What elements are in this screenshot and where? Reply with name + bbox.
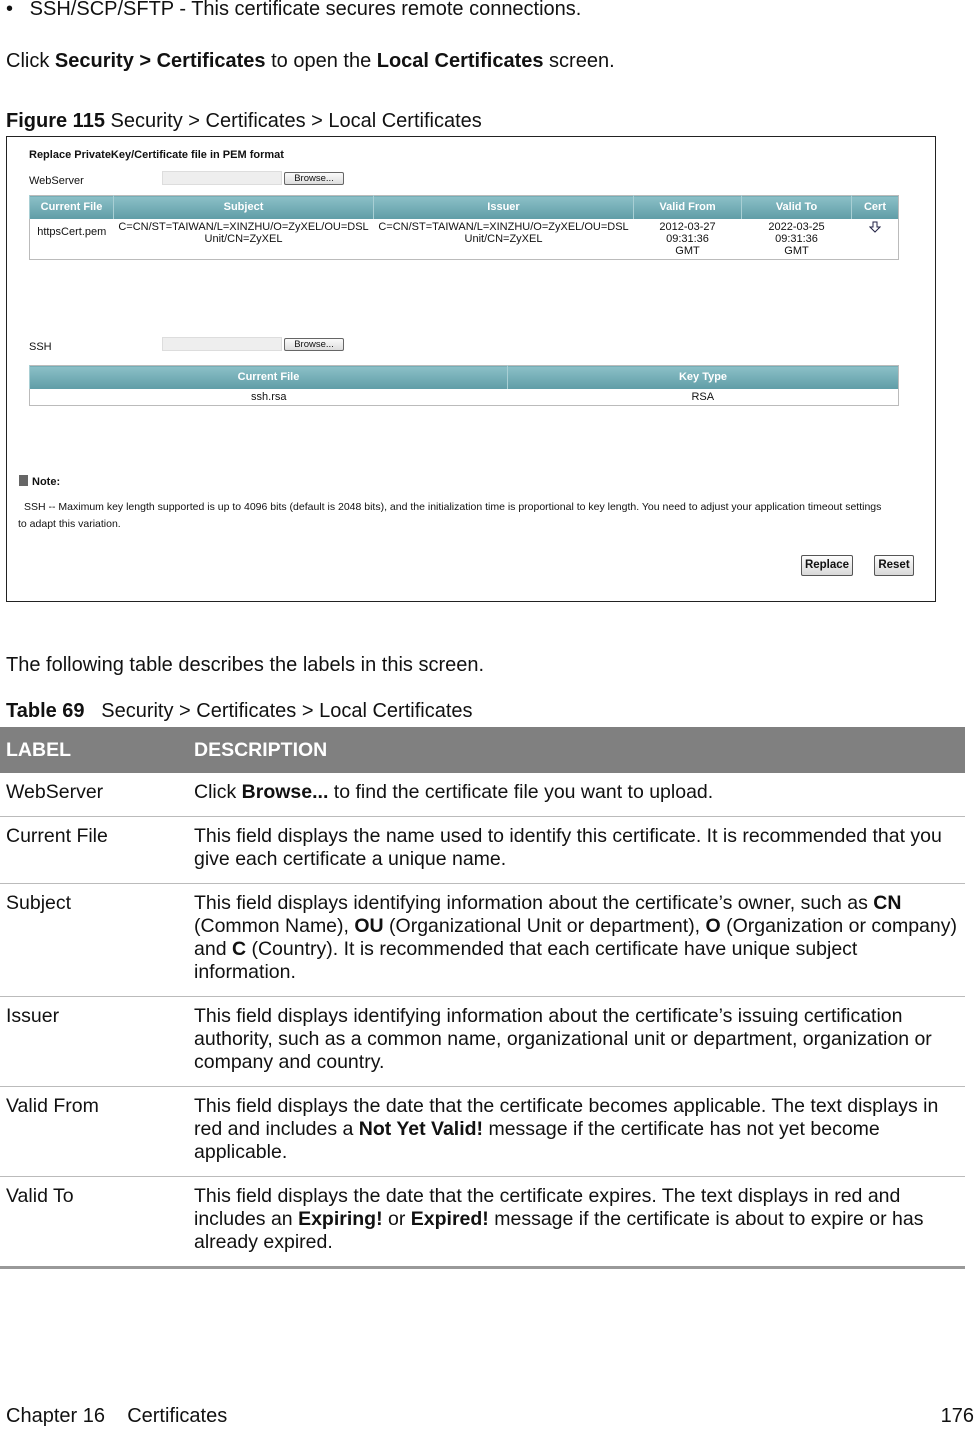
ssh-browse-button[interactable]: Browse... xyxy=(284,338,344,351)
description-text: Click xyxy=(194,781,242,803)
ssh-file-input[interactable] xyxy=(162,337,282,351)
col-issuer: Issuer xyxy=(374,196,634,219)
row-description xyxy=(188,1087,965,1177)
description-text: This field displays identifying information about the certificate’s owner, such as xyxy=(194,892,874,914)
description-text: (Country). It is recommended that each certificate have unique subject information. xyxy=(194,938,858,983)
row-label: Valid To xyxy=(0,1177,188,1268)
description-text: Browse... xyxy=(241,781,329,803)
table-row: ssh.rsa RSA xyxy=(251,390,715,403)
bullet-text: SSH/SCP/SFTP - This certificate secures remote connections. xyxy=(29,0,582,20)
note-heading: Note: xyxy=(19,475,60,488)
note-text: SSH -- Maximum key length supported is up to 4096 bits (default is 2048 bits), and the initialization time is proportional to key length. You need to adjust your application timeout settings to adapt this variation. xyxy=(18,501,882,530)
page-number: 176 xyxy=(940,1405,974,1427)
description-text: OU xyxy=(354,915,384,937)
instruction: Click Security > Certificates to open the Local Certificates screen. xyxy=(6,50,615,72)
replace-button[interactable]: Replace xyxy=(801,555,853,576)
description-text: O xyxy=(705,915,721,937)
header-label: LABEL xyxy=(0,727,188,773)
description-text: or xyxy=(382,1208,411,1230)
webserver-browse-button[interactable]: Browse... xyxy=(284,172,344,185)
row-description xyxy=(188,773,965,817)
reset-button[interactable]: Reset xyxy=(874,555,914,576)
figure-caption: Figure 115 Security > Certificates > Local Certificates xyxy=(6,110,482,132)
row-label: Issuer xyxy=(0,997,188,1087)
table-caption: Table 69 Security > Certificates > Local Certificates xyxy=(6,700,473,722)
table-row xyxy=(0,1177,965,1268)
description-text: (Common Name), xyxy=(194,915,355,937)
col-valid-from: Valid From xyxy=(634,196,742,219)
table-row xyxy=(0,1087,965,1177)
table-row xyxy=(0,817,965,884)
description-text: C xyxy=(231,938,247,960)
header-description: DESCRIPTION xyxy=(188,727,965,773)
table-row xyxy=(0,997,965,1087)
description-text: Expiring! xyxy=(298,1208,383,1230)
webserver-label: WebServer xyxy=(29,175,84,187)
row-description xyxy=(188,884,965,997)
description-text: CN xyxy=(873,892,902,914)
col-current-file: Current File xyxy=(30,366,508,389)
description-text: Not Yet Valid! xyxy=(358,1118,484,1140)
download-cert-icon[interactable] xyxy=(852,219,899,260)
description-text: (Organization or company) and xyxy=(194,915,957,960)
description-text: This field displays the name used to identify this certificate. It is recommended that you give each certificate a unique name. xyxy=(194,825,942,870)
row-label: Current File xyxy=(0,817,188,884)
footer-chapter: Chapter 16 Certificates xyxy=(6,1405,228,1427)
col-cert: Cert xyxy=(852,196,899,219)
table-row xyxy=(0,884,965,997)
note-icon xyxy=(19,475,28,486)
description-text: to find the certificate file you want to upload. xyxy=(328,781,714,803)
description-text: message if the certificate has not yet become applicable. xyxy=(194,1118,880,1163)
ssh-table xyxy=(29,365,899,406)
col-current-file: Current File xyxy=(30,196,114,219)
col-key-type: Key Type xyxy=(508,366,899,389)
bullet-item: • SSH/SCP/SFTP - This certificate secures remote connections. xyxy=(6,0,582,20)
description-text: (Organizational Unit or department), xyxy=(383,915,706,937)
row-description xyxy=(188,817,965,884)
labels-table xyxy=(0,727,965,1269)
row-label: Subject xyxy=(0,884,188,997)
section-heading: Replace PrivateKey/Certificate file in PEM format xyxy=(29,149,284,161)
certificate-table xyxy=(29,195,899,260)
ssh-label: SSH xyxy=(29,341,52,353)
description-text: This field displays the date that the certificate becomes applicable. The text displays in red and includes a xyxy=(194,1095,939,1140)
row-label: Valid From xyxy=(0,1087,188,1177)
local-certificates-screenshot xyxy=(6,136,936,602)
col-subject: Subject xyxy=(114,196,374,219)
description-text: This field displays the date that the certificate expires. The text displays in red and includes an xyxy=(194,1185,901,1230)
description-text: message if the certificate is about to expire or has already expired. xyxy=(194,1208,924,1253)
table-intro: The following table describes the labels in this screen. xyxy=(6,654,485,676)
col-valid-to: Valid To xyxy=(742,196,852,219)
table-row: httpsCert.pem C=CN/ST=TAIWAN/L=XINZHU/O=ZyXEL/OU=DSL Unit/CN=ZyXEL C=CN/ST=TAIWAN/L=XINZHU/O=ZyXEL/OU=DSL Unit/CN=ZyXEL 2012-03-27 09:31:36 GMT 2022-03-25 09:31:36 GMT xyxy=(30,219,899,260)
table-row xyxy=(0,773,965,817)
description-text: This field displays identifying information about the certificate’s issuing certification authority, such as a common name, organizational unit or department, organization or company and country. xyxy=(194,1005,932,1073)
row-description xyxy=(188,1177,965,1268)
row-label: WebServer xyxy=(0,773,188,817)
webserver-file-input[interactable] xyxy=(162,171,282,185)
description-text: Expired! xyxy=(410,1208,489,1230)
row-description xyxy=(188,997,965,1087)
